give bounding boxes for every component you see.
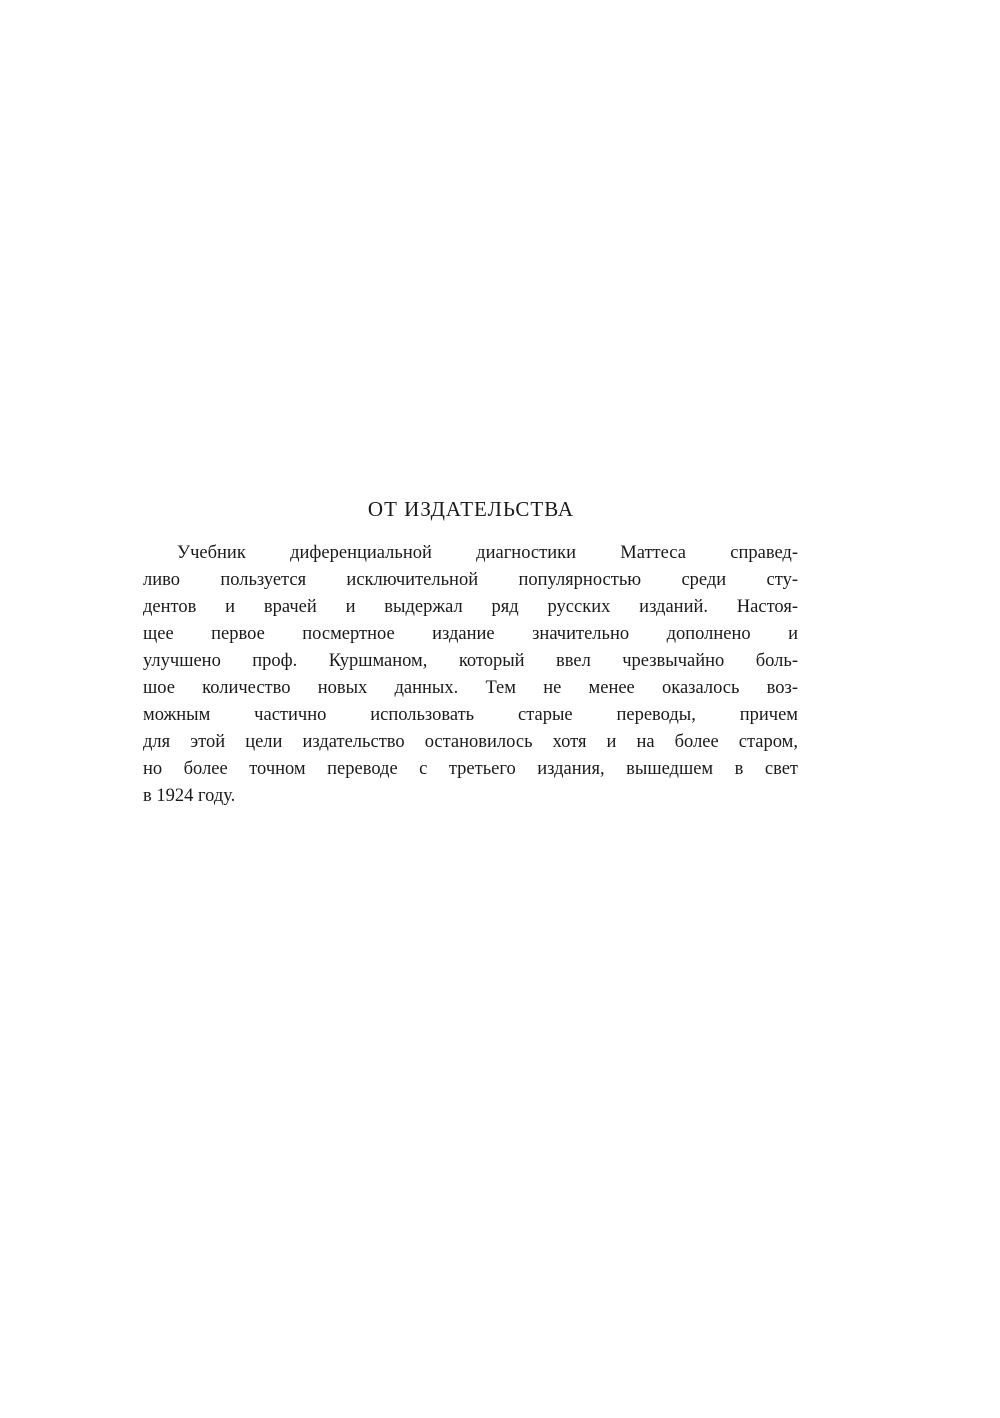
page-heading: ОТ ИЗДАТЕЛЬСТВА: [367, 497, 575, 521]
paragraph-line: щее первое посмертное издание значительно дополнено и: [143, 624, 798, 644]
paragraph-line: для этой цели издательство остановилось хотя и на более старом,: [143, 732, 798, 752]
paragraph-line: можным частично использовать старые переводы, причем: [143, 705, 798, 725]
paragraph-line: дентов и врачей и выдержал ряд русских изданий. Настоя-: [143, 597, 798, 617]
paragraph-line: ливо пользуется исключительной популярностью среди сту-: [143, 570, 798, 590]
paragraph-line: Учебник диференциальной диагностики Маттеса справед-: [177, 543, 798, 563]
paragraph-line: шое количество новых данных. Тем не менее оказалось воз-: [143, 678, 798, 698]
publisher-note-paragraph: [143, 540, 798, 810]
paragraph-line: но более точном переводе с третьего издания, вышедшем в свет: [143, 759, 798, 779]
paragraph-line: улучшено проф. Куршманом, который ввел чрезвычайно боль-: [143, 651, 798, 671]
paragraph-line: в 1924 году.: [143, 786, 236, 806]
